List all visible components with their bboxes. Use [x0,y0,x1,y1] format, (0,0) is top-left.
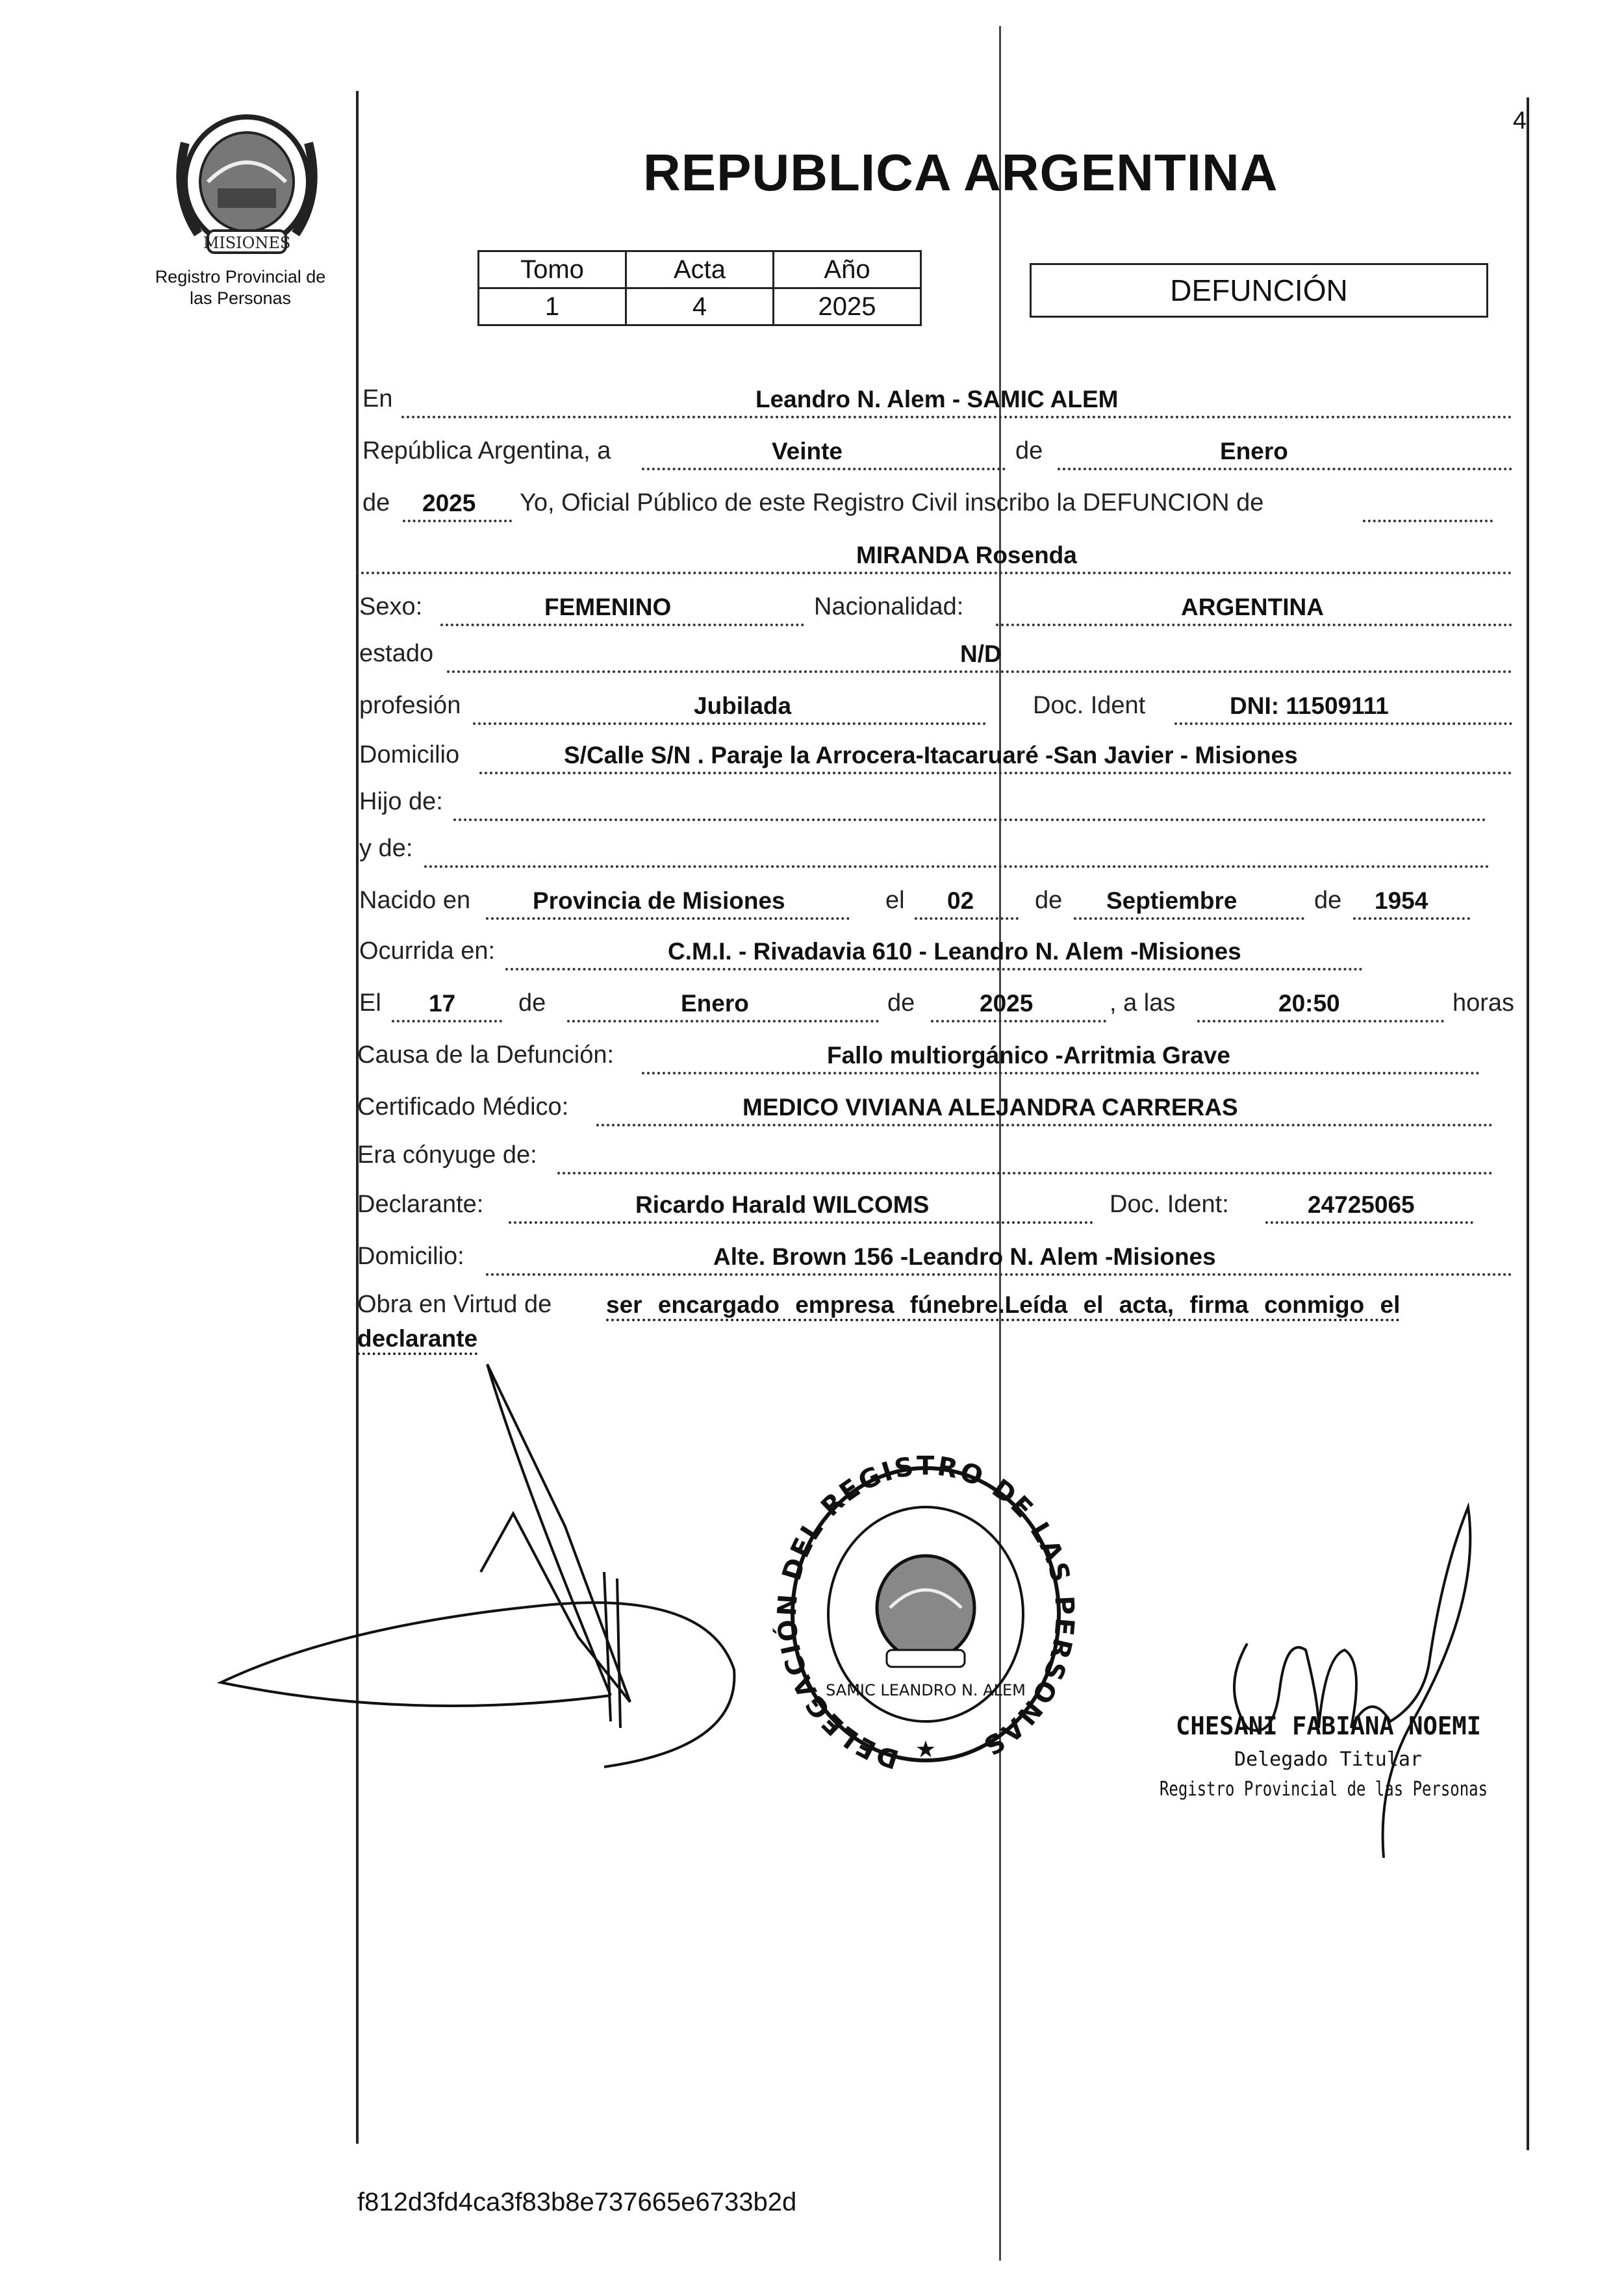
dotted-line [453,818,1486,821]
row-profesion [356,682,1512,729]
deceased-name: MIRANDA Rosenda [856,542,1077,568]
dotted-line [403,520,512,522]
official-stamp [772,1451,1080,1780]
profesion-value: Jubilada [694,692,792,719]
row-inscribo [356,479,1512,526]
stamp-inner-text: SAMIC LEANDRO N. ALEM [826,1681,1026,1699]
doc-ident-value: DNI: 11509111 [1230,692,1389,719]
page-title: REPUBLICA ARGENTINA [643,144,1278,201]
org-caption-line2: las Personas [189,288,292,308]
document-type-box [1030,263,1488,318]
registrar-role: Delegado Titular [1234,1748,1422,1771]
estado-value: N/D [960,641,1002,667]
nac-mes: Septiembre [1106,887,1237,914]
sexo-label: Sexo: [359,593,423,620]
anio-value: 2025 [774,288,921,325]
svg-text:MISIONES: MISIONES [203,234,291,252]
acta-value: 4 [626,288,774,325]
dotted-line [931,1020,1106,1022]
dotted-line [915,917,1019,920]
org-caption [143,266,338,309]
domicilio2-label: Domicilio: [357,1243,464,1270]
de-label: de [1035,887,1063,914]
dotted-line [567,1020,879,1022]
de-label: de [1015,437,1043,464]
dotted-line [479,772,1512,774]
row-fecha [356,427,1512,474]
year: 2025 [422,490,476,516]
sexo-value: FEMENINO [544,594,672,620]
domicilio-label: Domicilio [359,741,460,768]
de-label: de [887,989,915,1017]
obra-value: ser encargado empresa fúnebre.Leída el acta, firma conmigo el [606,1291,1401,1318]
declarante-value: Ricardo Harald WILCOMS [635,1191,930,1218]
alas-label: , a las [1110,989,1176,1017]
dotted-line [1265,1221,1473,1224]
inscribo-text: Yo, Oficial Público de este Registro Civil inscribo la DEFUNCION de [520,489,1264,516]
day-words: Veinte [772,438,843,464]
row-certificado [356,1084,1512,1130]
stamp-ring-text: DELEGACIÓN DEL REGISTRO DE LAS PERSONAS [772,1451,1080,1774]
el-label: el [885,887,905,914]
dotted-line [642,468,1006,470]
nac-anio: 1954 [1375,887,1428,914]
org-caption-line1: Registro Provincial de [155,267,326,286]
row-domicilio2 [356,1233,1512,1280]
dotted-line [557,1172,1493,1174]
row-domicilio [356,731,1512,778]
row-ocurrida [356,928,1512,974]
page-number: 4 [1512,107,1527,134]
row-conyuge [356,1132,1512,1178]
dotted-line [642,1072,1480,1074]
republica-label: República Argentina, a [362,437,611,464]
def-anio: 2025 [980,990,1034,1017]
row-nombre [356,531,1512,578]
obra-label: Obra en Virtud de [357,1291,552,1318]
de-label: de [518,989,546,1017]
ocurrida-value: C.M.I. - Rivadavia 610 - Leandro N. Alem -Misiones [668,938,1241,965]
registrar-name: CHESANI FABIANA NOEMI [1176,1712,1481,1740]
row-obra-cont [356,1315,1512,1362]
dotted-line [1058,468,1512,470]
El-label: El [359,989,381,1017]
nacido-lugar: Provincia de Misiones [533,887,785,914]
tomo-value: 1 [479,288,626,325]
certificado-label: Certificado Médico: [357,1093,569,1121]
dotted-line [401,416,1512,418]
row-nacido [356,877,1512,924]
nacido-label: Nacido en [359,887,471,914]
row-estado [356,630,1512,677]
hijo-label: Hijo de: [359,788,443,815]
nacionalidad-value: ARGENTINA [1181,594,1324,620]
document-type: DEFUNCIÓN [1170,273,1348,307]
tomo-header: Tomo [479,251,626,288]
doc-ident-label: Doc. Ident [1033,692,1146,719]
def-dia: 17 [429,990,456,1017]
en-label: En [362,385,393,412]
hora-value: 20:50 [1278,990,1340,1017]
dotted-line [486,1273,1512,1276]
declarante-label: Declarante: [357,1191,484,1218]
dotted-line [392,1020,502,1022]
record-table [477,250,922,326]
domicilio-value: S/Calle S/N . Paraje la Arrocera-Itacaruaré -San Javier - Misiones [564,742,1298,768]
dotted-line [424,865,1490,868]
row-yde [356,825,1512,872]
de-label: de [362,489,390,516]
province-coat-of-arms-logo [172,104,322,260]
nacionalidad-label: Nacionalidad: [814,593,964,620]
dotted-line [996,624,1512,626]
registrar-org: Registro Provincial de las Personas [1160,1778,1488,1801]
doc-ident2-label: Doc. Ident: [1110,1191,1229,1218]
dotted-line [505,968,1363,971]
dotted-line [473,722,986,725]
nac-dia: 02 [947,887,974,914]
right-margin-line [1527,97,1529,2150]
row-sexo [356,583,1512,630]
dotted-line [1353,917,1470,920]
row-en [356,375,1512,422]
dotted-line [1363,520,1493,522]
dotted-line [447,670,1512,673]
en-value: Leandro N. Alem - SAMIC ALEM [755,386,1119,412]
star-icon: ★ [915,1736,937,1762]
row-el [356,980,1515,1026]
document-hash: f812d3fd4ca3f83b8e737665e6733b2d [357,2188,797,2216]
dotted-line [356,572,1512,574]
doc-ident2-value: 24725065 [1308,1191,1415,1218]
dotted-line [1197,1020,1444,1022]
acta-header: Acta [626,251,774,288]
ocurrida-label: Ocurrida en: [359,937,496,965]
certificado-value: MEDICO VIVIANA ALEJANDRA CARRERAS [742,1094,1238,1121]
causa-label: Causa de la Defunción: [357,1041,615,1069]
dotted-line [1074,917,1304,920]
row-hijo [356,778,1512,825]
dotted-line [440,624,804,626]
de-label: de [1314,887,1342,914]
dotted-line [486,917,850,920]
obra-value2: declarante [357,1325,478,1352]
domicilio2-value: Alte. Brown 156 -Leandro N. Alem -Misiones [713,1243,1216,1270]
row-declarante [356,1181,1512,1228]
signature-block [1156,1702,1494,1819]
estado-label: estado [359,640,434,667]
dotted-line [1174,722,1512,725]
row-causa [356,1032,1512,1078]
declarant-signature [214,1358,747,1773]
horas-label: horas [1453,989,1515,1017]
anio-header: Año [774,251,921,288]
month: Enero [1220,438,1288,464]
causa-value: Fallo multiorgánico -Arritmia Grave [827,1042,1230,1069]
yde-label: y de: [359,835,413,862]
dotted-line [596,1124,1493,1126]
profesion-label: profesión [359,692,461,719]
def-mes: Enero [681,990,749,1017]
dotted-line [509,1221,1093,1224]
conyuge-label: Era cónyuge de: [357,1141,537,1169]
